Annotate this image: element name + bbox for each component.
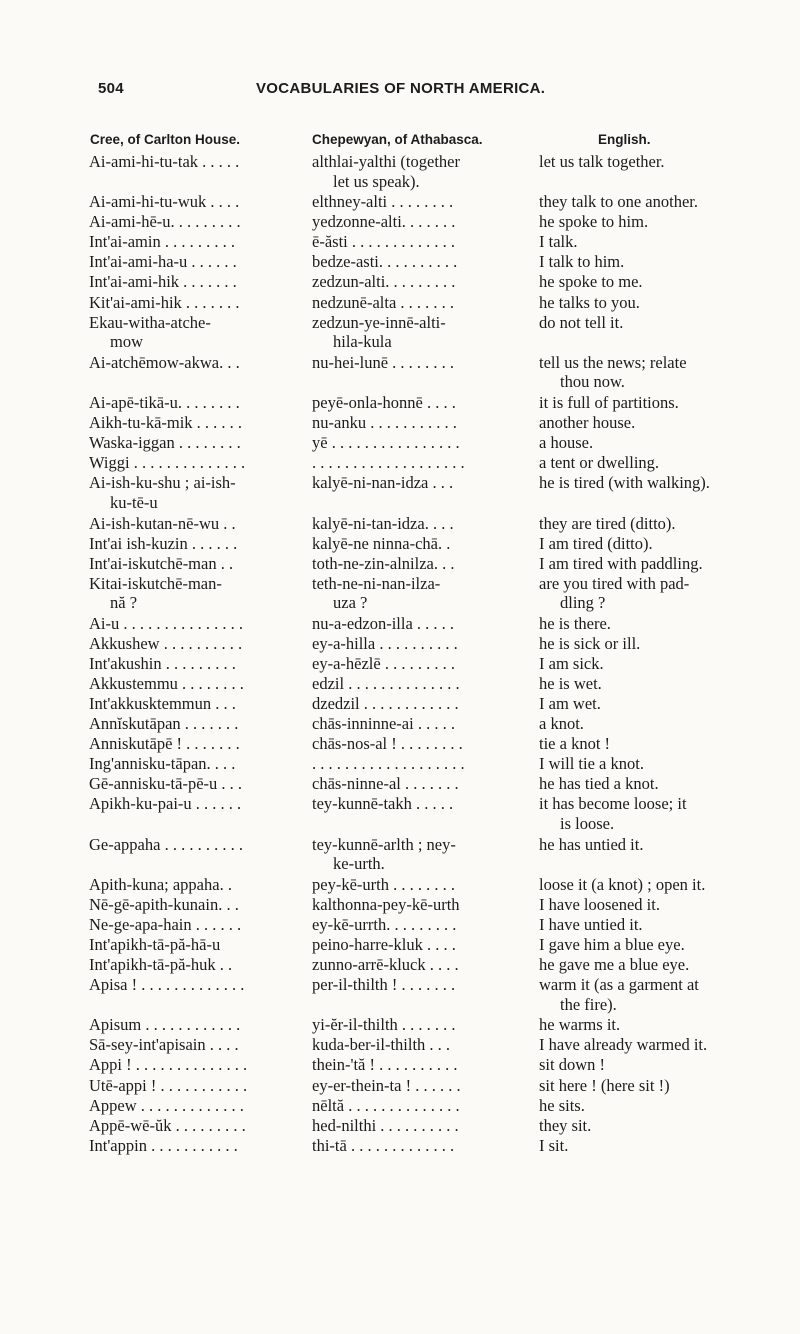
english-gloss-line: he is there. <box>539 613 611 633</box>
cree-term-line: Ai-ish-kutan-nē-wu . . <box>89 513 236 533</box>
chepewyan-term-line: ey-kē-urrth. . . . . . . . . <box>312 914 457 934</box>
english-gloss-line: a knot. <box>539 714 584 734</box>
chepewyan-term <box>312 534 530 554</box>
english-gloss-line: do not tell it. <box>539 312 624 332</box>
cree-term-line: Anniskutāpē ! . . . . . . . <box>89 734 240 754</box>
cree-term <box>89 895 311 915</box>
english-gloss-line: I have already warmed it. <box>539 1035 708 1055</box>
english-gloss <box>539 875 797 895</box>
chepewyan-term <box>312 674 530 694</box>
cree-term-line: Int'apikh-tā-pă-hā-u <box>89 935 221 954</box>
chepewyan-term-line: hila-kula <box>333 332 392 352</box>
english-gloss-line: he gave me a blue eye. <box>539 955 690 975</box>
english-gloss <box>539 1055 797 1075</box>
chepewyan-term <box>312 915 530 935</box>
english-gloss <box>539 1096 797 1116</box>
chepewyan-term-line: yē . . . . . . . . . . . . . . . . <box>312 433 460 453</box>
english-gloss-line: it is full of partitions. <box>539 393 679 413</box>
cree-term-line: Apisa ! . . . . . . . . . . . . . <box>89 975 245 995</box>
chepewyan-term-line: toth-ne-zin-alnilza. . . <box>312 553 455 573</box>
cree-term <box>89 935 311 955</box>
english-gloss-line: I talk to him. <box>539 252 625 272</box>
chepewyan-term <box>312 975 530 995</box>
chepewyan-term <box>312 232 530 252</box>
cree-term-line: Appi ! . . . . . . . . . . . . . . <box>89 1055 248 1075</box>
english-gloss <box>539 1136 797 1156</box>
chepewyan-term <box>312 413 530 433</box>
chepewyan-term <box>312 1116 530 1136</box>
english-gloss <box>539 915 797 935</box>
cree-term-line: Waska-iggan . . . . . . . . <box>89 433 241 453</box>
cree-term <box>89 1055 311 1075</box>
chepewyan-term-line: kalyē-ni-tan-idza. . . . <box>312 513 454 533</box>
chepewyan-term-line: pey-kē-urth . . . . . . . . <box>312 874 455 894</box>
cree-term <box>89 915 311 935</box>
chepewyan-term-line: nu-anku . . . . . . . . . . . <box>312 413 457 433</box>
cree-term-line: Ing'annisku-tāpan. . . . <box>89 754 236 774</box>
chepewyan-term <box>312 774 530 794</box>
english-gloss <box>539 654 797 674</box>
chepewyan-term <box>312 212 530 232</box>
chepewyan-term <box>312 192 530 212</box>
chepewyan-term <box>312 433 530 453</box>
cree-term <box>89 835 311 855</box>
english-gloss <box>539 313 797 333</box>
cree-term-line: Kitai-iskutchē-man- <box>89 573 222 593</box>
cree-term <box>89 1035 311 1055</box>
english-gloss <box>539 835 797 855</box>
cree-term <box>89 393 311 413</box>
cree-term <box>89 353 311 373</box>
cree-term-line: Ai-atchēmow-akwa. . . <box>89 352 240 372</box>
cree-term-line: Ai-ami-hi-tu-tak . . . . . <box>89 152 240 171</box>
english-gloss-line: he spoke to me. <box>539 272 643 292</box>
page-title: VOCABULARIES OF NORTH AMERICA. <box>256 80 546 97</box>
chepewyan-term-line: . . . . . . . . . . . . . . . . . . . <box>312 453 465 473</box>
cree-term-line: Ai-u . . . . . . . . . . . . . . . <box>89 613 243 633</box>
english-gloss-line: I gave him a blue eye. <box>539 935 685 954</box>
cree-term-line: Int'ai-iskutchē-man . . <box>89 553 234 573</box>
chepewyan-term-line: kalyē-ni-nan-idza . . . <box>312 473 454 493</box>
english-gloss-line: he is sick or ill. <box>539 633 641 653</box>
cree-term <box>89 212 311 232</box>
english-gloss <box>539 935 797 955</box>
english-gloss <box>539 393 797 413</box>
chepewyan-term <box>312 714 530 734</box>
chepewyan-term-line: teth-ne-ni-nan-ilza- <box>312 573 441 593</box>
chepewyan-term-line: elthney-alti . . . . . . . . <box>312 192 454 212</box>
cree-term <box>89 614 311 634</box>
english-gloss-line: tell us the news; relate <box>539 352 687 372</box>
chepewyan-term <box>312 1055 530 1075</box>
chepewyan-term <box>312 654 530 674</box>
chepewyan-term <box>312 514 530 534</box>
english-gloss <box>539 453 797 473</box>
english-gloss-line: the fire). <box>560 994 617 1014</box>
chepewyan-term <box>312 1035 530 1055</box>
english-gloss-line: I have loosened it. <box>539 894 660 914</box>
cree-term <box>89 574 311 613</box>
chepewyan-term <box>312 574 530 613</box>
cree-term <box>89 554 311 574</box>
chepewyan-term-line: tey-kunnē-takh . . . . . <box>312 794 454 814</box>
cree-term <box>89 413 311 433</box>
english-gloss <box>539 955 797 975</box>
chepewyan-term <box>312 1096 530 1116</box>
chepewyan-term-line: ey-a-hilla . . . . . . . . . . <box>312 633 458 653</box>
cree-term <box>89 192 311 212</box>
cree-term-line: Appē-wē-ŭk . . . . . . . . . <box>89 1115 246 1135</box>
english-gloss-line: he has untied it. <box>539 834 644 854</box>
chepewyan-term-line: per-il-thilth ! . . . . . . . <box>312 975 456 995</box>
chepewyan-term <box>312 935 530 955</box>
chepewyan-term-line: tey-kunnē-arlth ; ney- <box>312 834 456 854</box>
english-gloss-line: is loose. <box>560 813 615 833</box>
chepewyan-term-line: yi-ĕr-il-thilth . . . . . . . <box>312 1015 456 1035</box>
english-gloss <box>539 293 797 313</box>
cree-term <box>89 955 311 975</box>
english-gloss-line: it has become loose; it <box>539 794 687 814</box>
chepewyan-term <box>312 393 530 413</box>
chepewyan-term-line: kuda-ber-il-thilth . . . <box>312 1035 451 1055</box>
chepewyan-term <box>312 895 530 915</box>
cree-term <box>89 252 311 272</box>
english-gloss-line: I will tie a knot. <box>539 754 644 774</box>
chepewyan-term <box>312 794 530 814</box>
chepewyan-term <box>312 554 530 574</box>
cree-term-line: Wiggi . . . . . . . . . . . . . . <box>89 453 246 473</box>
cree-term-line: Int'akushin . . . . . . . . . <box>89 654 236 673</box>
chepewyan-term-line: ē-ăsti . . . . . . . . . . . . . <box>312 232 455 252</box>
english-gloss <box>539 794 797 833</box>
cree-term-line: Int'ai ish-kuzin . . . . . . <box>89 533 238 553</box>
cree-term-line: Int'appin . . . . . . . . . . . <box>89 1135 238 1155</box>
chepewyan-term-line: bedze-asti. . . . . . . . . . <box>312 252 458 272</box>
chepewyan-term <box>312 293 530 313</box>
cree-term <box>89 272 311 292</box>
english-gloss <box>539 774 797 794</box>
cree-term-line: Int'apikh-tā-pă-huk . . <box>89 955 233 975</box>
chepewyan-term <box>312 473 530 493</box>
chepewyan-term-line: chās-nos-al ! . . . . . . . . <box>312 734 463 754</box>
chepewyan-term-line: chās-inninne-ai . . . . . <box>312 714 455 734</box>
chepewyan-term <box>312 313 530 352</box>
chepewyan-term <box>312 835 530 874</box>
english-gloss <box>539 674 797 694</box>
english-gloss <box>539 1116 797 1136</box>
chepewyan-term-line: edzil . . . . . . . . . . . . . . <box>312 674 460 694</box>
chepewyan-term-line: peino-harre-kluk . . . . <box>312 935 456 954</box>
cree-term <box>89 875 311 895</box>
cree-term-line: Int'akkusktemmun . . . <box>89 694 236 714</box>
english-gloss <box>539 634 797 654</box>
chepewyan-term-line: dzedzil . . . . . . . . . . . . <box>312 694 459 714</box>
english-gloss-line: tie a knot ! <box>539 734 611 754</box>
english-gloss-line: another house. <box>539 413 636 433</box>
cree-term <box>89 1096 311 1116</box>
cree-term-line: Ge-appaha . . . . . . . . . . <box>89 834 243 854</box>
chepewyan-term-line: ey-a-hēzlē . . . . . . . . . <box>312 654 455 673</box>
english-gloss-line: he spoke to him. <box>539 212 649 232</box>
cree-term <box>89 774 311 794</box>
chepewyan-term <box>312 453 530 473</box>
english-gloss-line: sit here ! (here sit !) <box>539 1075 670 1095</box>
chepewyan-term-line: ke-urth. <box>333 854 385 874</box>
chepewyan-term <box>312 634 530 654</box>
chepewyan-term-line: nu-a-edzon-illa . . . . . <box>312 613 455 633</box>
cree-term <box>89 473 311 512</box>
english-gloss-line: I am wet. <box>539 694 601 714</box>
cree-term-line: Sā-sey-int'apisain . . . . <box>89 1035 239 1055</box>
chepewyan-term-line: peyē-onla-honnē . . . . <box>312 393 456 413</box>
chepewyan-term <box>312 734 530 754</box>
cree-term <box>89 232 311 252</box>
cree-term <box>89 1136 311 1156</box>
cree-term <box>89 293 311 313</box>
english-gloss <box>539 534 797 554</box>
chepewyan-term <box>312 152 530 191</box>
english-gloss <box>539 574 797 613</box>
english-gloss <box>539 694 797 714</box>
chepewyan-term <box>312 955 530 975</box>
cree-term-line: Apith-kuna; appaha. . <box>89 874 232 894</box>
english-gloss <box>539 1076 797 1096</box>
english-gloss <box>539 473 797 493</box>
chepewyan-term <box>312 272 530 292</box>
chepewyan-term-line: zedzun-ye-innē-alti- <box>312 312 446 332</box>
english-gloss-line: thou now. <box>560 372 625 392</box>
cree-term <box>89 433 311 453</box>
english-gloss <box>539 252 797 272</box>
cree-term-line: Ai-apē-tikā-u. . . . . . . . <box>89 393 240 413</box>
english-gloss-line: he is wet. <box>539 674 602 694</box>
english-gloss-line: I talk. <box>539 232 578 252</box>
chepewyan-term-line: kalthonna-pey-kē-urth <box>312 894 460 914</box>
chepewyan-term-line: nēltă . . . . . . . . . . . . . . <box>312 1095 460 1115</box>
chepewyan-term-line: hed-nilthi . . . . . . . . . . <box>312 1115 459 1135</box>
cree-term <box>89 694 311 714</box>
column-header-english: English. <box>598 132 651 147</box>
chepewyan-term-line: kalyē-ne ninna-chā. . <box>312 533 451 553</box>
chepewyan-term-line: althlai-yalthi (together <box>312 152 460 171</box>
english-gloss-line: warm it (as a garment at <box>539 975 699 995</box>
cree-term-line: Ne-ge-apa-hain . . . . . . <box>89 914 242 934</box>
english-gloss-line: he talks to you. <box>539 292 640 312</box>
chepewyan-term-line: thi-tā . . . . . . . . . . . . . <box>312 1135 455 1155</box>
chepewyan-term-line: uza ? <box>333 593 368 613</box>
chepewyan-term <box>312 1136 530 1156</box>
chepewyan-term <box>312 875 530 895</box>
chepewyan-term <box>312 614 530 634</box>
cree-term-line: Aikh-tu-kā-mik . . . . . . <box>89 413 243 433</box>
english-gloss <box>539 554 797 574</box>
english-gloss <box>539 413 797 433</box>
cree-term <box>89 634 311 654</box>
chepewyan-term-line: nu-hei-lunē . . . . . . . . <box>312 352 455 372</box>
cree-term <box>89 674 311 694</box>
english-gloss-line: sit down ! <box>539 1055 605 1075</box>
chepewyan-term-line: chās-ninne-al . . . . . . . <box>312 774 459 794</box>
cree-term-line: Akkushew . . . . . . . . . . <box>89 633 243 653</box>
cree-term-line: Utē-appi ! . . . . . . . . . . . <box>89 1075 248 1095</box>
cree-term <box>89 534 311 554</box>
english-gloss <box>539 232 797 252</box>
english-gloss <box>539 975 797 1014</box>
cree-term <box>89 453 311 473</box>
english-gloss <box>539 1015 797 1035</box>
cree-term-line: Kit'ai-ami-hik . . . . . . . <box>89 292 240 312</box>
cree-term <box>89 1076 311 1096</box>
chepewyan-term-line: thein-'tă ! . . . . . . . . . . <box>312 1055 458 1075</box>
cree-term <box>89 714 311 734</box>
cree-term-line: Gē-annisku-tā-pē-u . . . <box>89 774 243 794</box>
chepewyan-term-line: . . . . . . . . . . . . . . . . . . . <box>312 754 465 774</box>
english-gloss <box>539 353 797 392</box>
column-header-cree: Cree, of Carlton House. <box>90 132 241 147</box>
cree-term-line: Ai-ami-hi-tu-wuk . . . . <box>89 192 240 212</box>
english-gloss <box>539 614 797 634</box>
chepewyan-term <box>312 353 530 373</box>
english-gloss <box>539 272 797 292</box>
column-header-chepewyan: Chepewyan, of Athabasca. <box>312 132 483 147</box>
chepewyan-term <box>312 694 530 714</box>
chepewyan-term-line: nedzunē-alta . . . . . . . <box>312 292 455 312</box>
cree-term-line: Appew . . . . . . . . . . . . . <box>89 1095 244 1115</box>
cree-term <box>89 654 311 674</box>
english-gloss-line: are you tired with pad- <box>539 573 690 593</box>
english-gloss <box>539 1035 797 1055</box>
english-gloss-line: he sits. <box>539 1095 585 1115</box>
english-gloss <box>539 152 797 172</box>
english-gloss-line: he has tied a knot. <box>539 774 659 794</box>
english-gloss <box>539 433 797 453</box>
chepewyan-term <box>312 252 530 272</box>
english-gloss-line: a tent or dwelling. <box>539 453 660 473</box>
chepewyan-term <box>312 1015 530 1035</box>
english-gloss <box>539 714 797 734</box>
cree-term <box>89 514 311 534</box>
chepewyan-term-line: let us speak). <box>333 171 420 191</box>
english-gloss-line: he is tired (with walking). <box>539 473 710 493</box>
cree-term <box>89 794 311 814</box>
cree-term-line: Int'ai-amin . . . . . . . . . <box>89 232 235 252</box>
cree-term <box>89 754 311 774</box>
english-gloss-line: I am sick. <box>539 654 604 673</box>
cree-term-line: Ai-ami-hē-u. . . . . . . . . <box>89 212 241 232</box>
english-gloss <box>539 514 797 534</box>
english-gloss-line: I am tired (ditto). <box>539 533 653 553</box>
english-gloss-line: I am tired with paddling. <box>539 553 703 573</box>
cree-term-line: mow <box>110 332 143 352</box>
cree-term <box>89 734 311 754</box>
english-gloss-line: they talk to one another. <box>539 192 698 212</box>
chepewyan-term <box>312 1076 530 1096</box>
chepewyan-term-line: zedzun-alti. . . . . . . . . <box>312 272 456 292</box>
english-gloss <box>539 895 797 915</box>
page-number: 504 <box>98 80 124 97</box>
chepewyan-term-line: zunno-arrē-kluck . . . . <box>312 955 459 975</box>
cree-term-line: Int'ai-ami-ha-u . . . . . . <box>89 252 237 272</box>
chepewyan-term-line: yedzonne-alti. . . . . . . <box>312 212 456 232</box>
english-gloss-line: I have untied it. <box>539 914 643 934</box>
english-gloss-line: I sit. <box>539 1135 569 1155</box>
english-gloss <box>539 192 797 212</box>
cree-term-line: ku-tē-u <box>110 492 158 512</box>
english-gloss <box>539 212 797 232</box>
english-gloss-line: he warms it. <box>539 1015 621 1035</box>
cree-term <box>89 975 311 995</box>
cree-term-line: Ekau-witha-atche- <box>89 312 211 332</box>
english-gloss-line: let us talk together. <box>539 152 665 171</box>
chepewyan-term-line: ey-er-thein-ta ! . . . . . . <box>312 1075 461 1095</box>
cree-term <box>89 1015 311 1035</box>
cree-term-line: nă ? <box>110 593 138 613</box>
cree-term-line: Nē-gē-apith-kunain. . . <box>89 894 239 914</box>
cree-term <box>89 1116 311 1136</box>
cree-term-line: Int'ai-ami-hik . . . . . . . <box>89 272 237 292</box>
cree-term-line: Apikh-ku-pai-u . . . . . . <box>89 794 242 814</box>
cree-term-line: Akkustemmu . . . . . . . . <box>89 674 244 694</box>
english-gloss-line: a house. <box>539 433 594 453</box>
cree-term-line: Apisum . . . . . . . . . . . . <box>89 1015 241 1035</box>
english-gloss <box>539 734 797 754</box>
chepewyan-term <box>312 754 530 774</box>
cree-term-line: Annĭskutāpan . . . . . . . <box>89 714 239 734</box>
cree-term <box>89 313 311 352</box>
english-gloss-line: loose it (a knot) ; open it. <box>539 874 706 894</box>
english-gloss-line: they are tired (ditto). <box>539 513 676 533</box>
english-gloss-line: dling ? <box>560 593 606 613</box>
english-gloss <box>539 754 797 774</box>
cree-term <box>89 152 311 172</box>
cree-term-line: Ai-ish-ku-shu ; ai-ish- <box>89 473 236 493</box>
english-gloss-line: they sit. <box>539 1115 592 1135</box>
